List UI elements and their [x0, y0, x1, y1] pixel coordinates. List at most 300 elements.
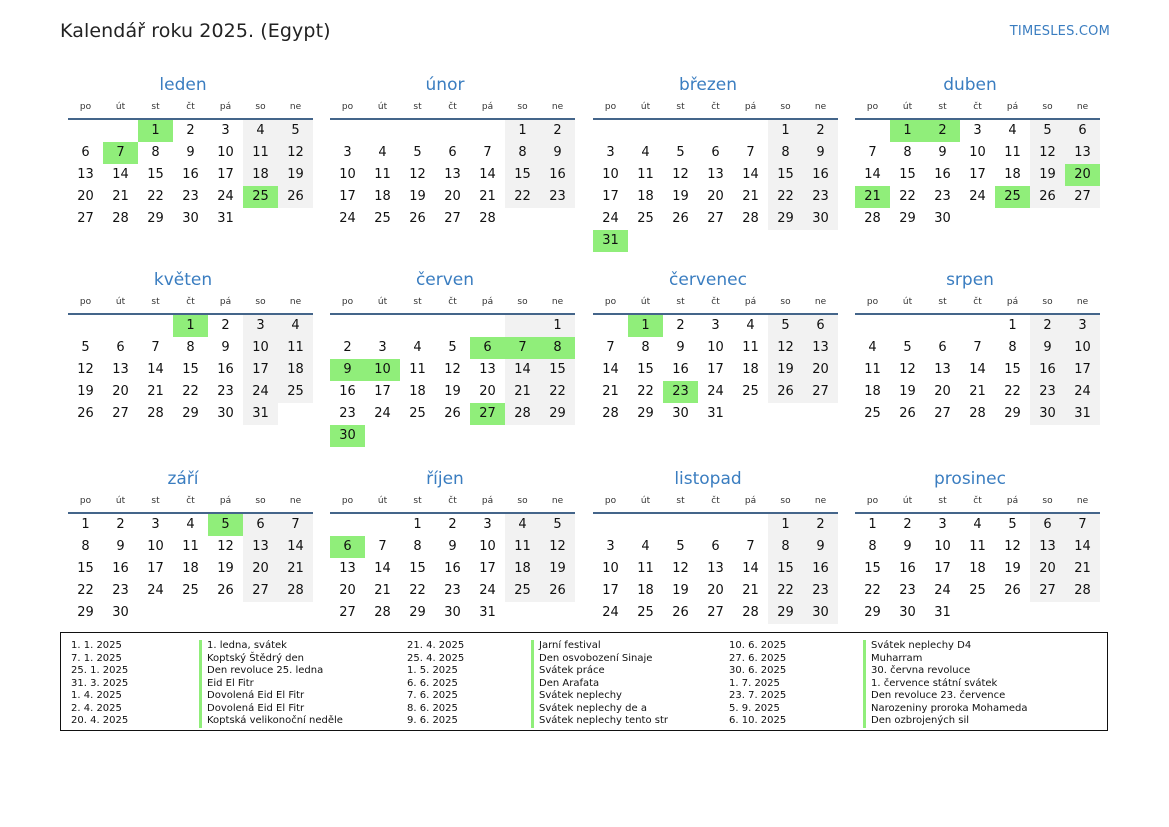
empty-cell	[505, 602, 540, 624]
holiday-name: Svátek práce	[531, 665, 668, 678]
day-cell: 27	[1030, 580, 1065, 602]
day-cell: 29	[182, 406, 199, 421]
day-cell: 9	[803, 142, 838, 164]
empty-cell	[278, 602, 313, 624]
empty-cell	[628, 230, 663, 252]
day-cell: 2	[116, 517, 125, 532]
month-title: březen	[678, 75, 738, 95]
day-cell: 3	[378, 340, 387, 355]
week-row	[330, 381, 575, 403]
day-cell: 13	[339, 561, 356, 576]
day-cell: 1	[768, 514, 803, 536]
day-cell: 18	[637, 583, 654, 598]
holiday-day-cell: 25	[995, 186, 1030, 208]
empty-cell	[173, 602, 208, 624]
day-cell: 4	[1008, 123, 1017, 138]
empty-cell	[733, 514, 768, 536]
day-cell: 1	[868, 517, 877, 532]
empty-cell	[68, 120, 103, 142]
day-cell: 17	[707, 362, 724, 377]
day-cell: 19	[444, 384, 461, 399]
day-cell: 12	[899, 362, 916, 377]
week-row	[593, 315, 838, 337]
holiday-date: 30. 6. 2025	[729, 665, 787, 676]
day-cell: 15	[77, 561, 94, 576]
weekday-label: so	[780, 102, 791, 112]
day-cell: 15	[1004, 362, 1021, 377]
week-row	[593, 337, 838, 359]
weekday-label: po	[79, 102, 92, 112]
day-cell: 11	[969, 539, 986, 554]
day-cell: 24	[602, 211, 619, 226]
holiday-name: Den osvobození Sinaje	[531, 653, 668, 666]
empty-cell	[698, 514, 733, 536]
week-row	[330, 403, 575, 425]
day-cell: 3	[221, 123, 230, 138]
empty-cell	[803, 403, 838, 425]
weekday-label: pá	[481, 102, 494, 112]
day-cell: 25	[637, 211, 654, 226]
day-cell: 6	[711, 539, 720, 554]
empty-cell	[505, 208, 540, 230]
holiday-day-cell: 8	[540, 337, 575, 359]
day-cell: 29	[864, 605, 881, 620]
weekday-header	[855, 98, 1100, 120]
day-cell: 15	[899, 167, 916, 182]
day-cell: 5	[1030, 120, 1065, 142]
day-cell: 12	[1004, 539, 1021, 554]
holiday-name: 1. ledna, svátek	[199, 640, 343, 653]
day-cell: 24	[479, 583, 496, 598]
holiday-day-cell: 6	[330, 536, 365, 558]
weekday-label: čt	[973, 102, 982, 112]
day-cell: 14	[742, 561, 759, 576]
day-cell: 28	[278, 580, 313, 602]
holiday-name: Den revoluce 25. ledna	[199, 665, 343, 678]
empty-cell	[540, 602, 575, 624]
day-cell: 20	[243, 558, 278, 580]
empty-cell	[365, 425, 400, 447]
day-cell: 11	[278, 337, 313, 359]
day-cell: 1	[768, 120, 803, 142]
day-cell: 18	[278, 359, 313, 381]
week-row	[68, 359, 313, 381]
day-cell: 18	[374, 189, 391, 204]
empty-cell	[400, 120, 435, 142]
day-cell: 4	[505, 514, 540, 536]
day-cell: 26	[672, 605, 689, 620]
day-cell: 5	[448, 340, 457, 355]
day-cell: 12	[77, 362, 94, 377]
empty-cell	[400, 315, 435, 337]
holiday-name: Svátek neplechy	[531, 690, 668, 703]
weekday-label: pá	[219, 496, 232, 506]
week-row	[855, 359, 1100, 381]
day-cell: 14	[278, 536, 313, 558]
day-cell: 8	[768, 142, 803, 164]
empty-cell	[138, 602, 173, 624]
day-cell: 21	[742, 583, 759, 598]
day-cell: 19	[899, 384, 916, 399]
day-cell: 30	[803, 208, 838, 230]
day-cell: 11	[182, 539, 199, 554]
day-cell: 26	[409, 211, 426, 226]
weekday-label: út	[640, 496, 651, 506]
day-cell: 6	[711, 145, 720, 160]
day-cell: 4	[746, 318, 755, 333]
day-cell: 28	[374, 605, 391, 620]
holiday-date: 6. 10. 2025	[729, 715, 787, 726]
day-cell: 6	[1065, 120, 1100, 142]
empty-cell	[278, 403, 313, 425]
day-cell: 3	[1065, 315, 1100, 337]
day-cell: 3	[606, 539, 615, 554]
week-row	[330, 337, 575, 359]
weekday-label: čt	[448, 496, 457, 506]
empty-cell	[698, 120, 733, 142]
holiday-name: Jarní festival	[531, 640, 668, 653]
weekday-label: so	[517, 102, 528, 112]
week-row	[68, 514, 313, 536]
week-row	[855, 381, 1100, 403]
weekday-header	[855, 293, 1100, 315]
day-cell: 13	[1030, 536, 1065, 558]
day-cell: 29	[1004, 406, 1021, 421]
day-cell: 5	[676, 145, 685, 160]
month-březen	[585, 72, 831, 252]
empty-cell	[435, 425, 470, 447]
holiday-date: 1. 5. 2025	[407, 665, 458, 676]
week-row	[855, 208, 1100, 230]
day-cell: 20	[707, 583, 724, 598]
holiday-names-column	[199, 640, 343, 728]
day-cell: 12	[409, 167, 426, 182]
day-cell: 6	[803, 315, 838, 337]
weekday-label: so	[780, 496, 791, 506]
weekday-label: út	[902, 496, 913, 506]
weekday-header	[330, 293, 575, 315]
week-row	[593, 186, 838, 208]
weekday-label: ne	[814, 102, 827, 112]
empty-cell	[505, 315, 540, 337]
day-cell: 25	[374, 211, 391, 226]
day-cell: 6	[81, 145, 90, 160]
holiday-day-cell: 21	[855, 186, 890, 208]
day-cell: 13	[707, 167, 724, 182]
weekday-label: po	[866, 297, 879, 307]
month-únor	[322, 72, 568, 230]
day-cell: 28	[1065, 580, 1100, 602]
weekday-label: ne	[814, 297, 827, 307]
week-row	[855, 337, 1100, 359]
weekday-label: so	[517, 496, 528, 506]
empty-cell	[540, 425, 575, 447]
day-cell: 20	[77, 189, 94, 204]
holiday-date: 27. 6. 2025	[729, 652, 787, 664]
day-cell: 8	[1008, 340, 1017, 355]
day-cell: 13	[77, 167, 94, 182]
weekday-label: út	[115, 496, 126, 506]
holiday-name: Narozeniny proroka Mohameda	[863, 703, 1027, 716]
day-cell: 31	[934, 605, 951, 620]
day-cell: 19	[672, 189, 689, 204]
day-cell: 28	[112, 211, 129, 226]
day-cell: 3	[483, 517, 492, 532]
holiday-day-cell: 31	[593, 230, 628, 252]
week-row	[330, 514, 575, 536]
month-title: duben	[943, 75, 997, 95]
empty-cell	[330, 315, 365, 337]
week-row	[593, 381, 838, 403]
day-cell: 15	[864, 561, 881, 576]
week-row	[593, 120, 838, 142]
weekday-label: po	[341, 496, 354, 506]
day-cell: 22	[1004, 384, 1021, 399]
site-link[interactable]: TIMESLES.COM	[1009, 24, 1110, 39]
day-cell: 18	[637, 189, 654, 204]
month-title: srpen	[946, 270, 994, 290]
week-row	[330, 558, 575, 580]
empty-cell	[330, 120, 365, 142]
day-cell: 29	[768, 602, 803, 624]
day-cell: 21	[374, 583, 391, 598]
day-cell: 11	[243, 142, 278, 164]
day-cell: 14	[147, 362, 164, 377]
day-cell: 2	[186, 123, 195, 138]
empty-cell	[330, 514, 365, 536]
holiday-date: 7. 1. 2025	[71, 652, 122, 664]
day-cell: 28	[969, 406, 986, 421]
day-cell: 10	[339, 167, 356, 182]
week-row	[68, 580, 313, 602]
day-cell: 4	[973, 517, 982, 532]
day-cell: 24	[374, 406, 391, 421]
weekday-header	[68, 492, 313, 514]
day-cell: 16	[339, 384, 356, 399]
day-cell: 17	[969, 167, 986, 182]
weekday-label: čt	[973, 297, 982, 307]
day-cell: 18	[969, 561, 986, 576]
day-cell: 20	[339, 583, 356, 598]
week-row	[593, 536, 838, 558]
day-cell: 3	[973, 123, 982, 138]
day-cell: 20	[934, 384, 951, 399]
day-cell: 1	[1008, 318, 1017, 333]
day-cell: 30	[444, 605, 461, 620]
day-cell: 6	[448, 145, 457, 160]
day-cell: 8	[505, 142, 540, 164]
day-cell: 1	[505, 120, 540, 142]
weekday-label: pá	[1006, 496, 1019, 506]
day-cell: 16	[1030, 359, 1065, 381]
holiday-name: Svátek neplechy de a	[531, 703, 668, 716]
holiday-names-column	[863, 640, 1027, 728]
day-cell: 14	[112, 167, 129, 182]
empty-cell	[733, 230, 768, 252]
day-cell: 23	[182, 189, 199, 204]
day-cell: 9	[676, 340, 685, 355]
day-cell: 24	[243, 381, 278, 403]
day-cell: 7	[868, 145, 877, 160]
day-cell: 8	[868, 539, 877, 554]
day-cell: 7	[278, 514, 313, 536]
day-cell: 19	[217, 561, 234, 576]
holiday-day-cell: 7	[103, 142, 138, 164]
day-cell: 15	[637, 362, 654, 377]
day-cell: 22	[637, 384, 654, 399]
weekday-label: pá	[1006, 297, 1019, 307]
week-row	[68, 186, 313, 208]
week-row	[330, 120, 575, 142]
weekday-header	[593, 98, 838, 120]
day-cell: 20	[112, 384, 129, 399]
empty-cell	[138, 315, 173, 337]
holiday-dates-column	[407, 640, 464, 728]
day-cell: 15	[540, 359, 575, 381]
day-cell: 5	[81, 340, 90, 355]
weekday-label: po	[341, 102, 354, 112]
day-cell: 5	[278, 120, 313, 142]
day-cell: 27	[243, 580, 278, 602]
day-cell: 29	[540, 403, 575, 425]
day-cell: 4	[378, 145, 387, 160]
weekday-label: so	[255, 297, 266, 307]
day-cell: 7	[483, 145, 492, 160]
day-cell: 10	[147, 539, 164, 554]
day-cell: 12	[278, 142, 313, 164]
holiday-date: 21. 4. 2025	[407, 640, 465, 651]
day-cell: 25	[864, 406, 881, 421]
day-cell: 27	[77, 211, 94, 226]
day-cell: 4	[243, 120, 278, 142]
day-cell: 29	[899, 211, 916, 226]
month-title: září	[167, 469, 199, 489]
week-row	[593, 602, 838, 624]
weekday-label: čt	[448, 297, 457, 307]
month-title: červenec	[669, 270, 747, 290]
week-row	[593, 164, 838, 186]
week-row	[330, 536, 575, 558]
day-cell: 25	[505, 580, 540, 602]
day-cell: 13	[1065, 142, 1100, 164]
weekday-label: po	[79, 496, 92, 506]
empty-cell	[960, 315, 995, 337]
day-cell: 19	[1004, 561, 1021, 576]
holiday-day-cell: 30	[330, 425, 365, 447]
week-row	[855, 315, 1100, 337]
day-cell: 3	[151, 517, 160, 532]
holiday-dates-column	[729, 640, 786, 728]
day-cell: 26	[540, 580, 575, 602]
empty-cell	[803, 230, 838, 252]
day-cell: 13	[243, 536, 278, 558]
day-cell: 27	[1065, 186, 1100, 208]
day-cell: 4	[278, 315, 313, 337]
day-cell: 21	[278, 558, 313, 580]
empty-cell	[855, 315, 890, 337]
week-row	[855, 558, 1100, 580]
empty-cell	[365, 514, 400, 536]
day-cell: 4	[868, 340, 877, 355]
holiday-day-cell: 23	[663, 381, 698, 403]
empty-cell	[1030, 602, 1065, 624]
empty-cell	[1030, 208, 1065, 230]
holiday-name: Den revoluce 23. července	[863, 690, 1027, 703]
day-cell: 6	[1030, 514, 1065, 536]
weekday-label: ne	[289, 102, 302, 112]
day-cell: 16	[112, 561, 129, 576]
weekday-header	[330, 492, 575, 514]
day-cell: 31	[243, 403, 278, 425]
empty-cell	[768, 230, 803, 252]
holiday-date: 31. 3. 2025	[71, 677, 129, 689]
month-květen	[60, 267, 306, 425]
weekday-label: pá	[1006, 102, 1019, 112]
day-cell: 18	[1004, 167, 1021, 182]
day-cell: 25	[278, 381, 313, 403]
day-cell: 25	[409, 406, 426, 421]
weekday-label: po	[79, 297, 92, 307]
day-cell: 29	[147, 211, 164, 226]
day-cell: 5	[413, 145, 422, 160]
weekday-label: st	[413, 297, 422, 307]
weekday-label: ne	[1076, 297, 1089, 307]
day-cell: 31	[707, 406, 724, 421]
day-cell: 9	[903, 539, 912, 554]
empty-cell	[663, 120, 698, 142]
empty-cell	[243, 208, 278, 230]
day-cell: 17	[479, 561, 496, 576]
day-cell: 20	[803, 359, 838, 381]
day-cell: 27	[934, 406, 951, 421]
holiday-date: 2. 4. 2025	[71, 702, 122, 714]
empty-cell	[628, 120, 663, 142]
weekday-label: ne	[289, 297, 302, 307]
day-cell: 21	[147, 384, 164, 399]
holiday-dates-column	[71, 640, 128, 728]
day-cell: 8	[81, 539, 90, 554]
week-row	[68, 536, 313, 558]
day-cell: 19	[409, 189, 426, 204]
month-title: únor	[425, 75, 465, 95]
holiday-name: 1. července státní svátek	[863, 678, 1027, 691]
day-cell: 8	[641, 340, 650, 355]
day-cell: 10	[479, 539, 496, 554]
week-row	[593, 580, 838, 602]
week-row	[68, 120, 313, 142]
month-listopad	[585, 466, 831, 624]
day-cell: 9	[938, 145, 947, 160]
day-cell: 8	[186, 340, 195, 355]
day-cell: 29	[768, 208, 803, 230]
day-cell: 30	[112, 605, 129, 620]
day-cell: 21	[602, 384, 619, 399]
holiday-day-cell: 20	[1065, 164, 1100, 186]
day-cell: 12	[217, 539, 234, 554]
weekday-label: ne	[551, 297, 564, 307]
day-cell: 10	[243, 337, 278, 359]
day-cell: 28	[864, 211, 881, 226]
month-duben	[847, 72, 1093, 230]
day-cell: 21	[742, 189, 759, 204]
day-cell: 31	[217, 211, 234, 226]
day-cell: 7	[151, 340, 160, 355]
day-cell: 10	[1065, 337, 1100, 359]
day-cell: 7	[606, 340, 615, 355]
day-cell: 18	[409, 384, 426, 399]
day-cell: 10	[602, 561, 619, 576]
day-cell: 15	[147, 167, 164, 182]
